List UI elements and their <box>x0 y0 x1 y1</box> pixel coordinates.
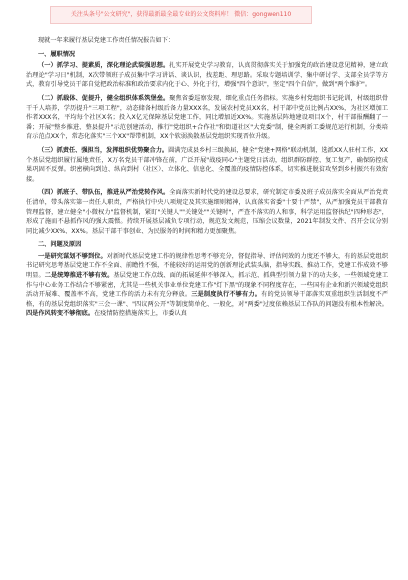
problem-2-body: 基层党建工作点线、面的拓展延伸不够深入，抓示范、抓典型引领力量下的功夫多，一些领域党建工作与中心业务工作结合不够紧密，尤其是一些机关事业单位党建工作"灯下黑"的现象不同程度存在，一些国有企业和新兴领域党组织活动开展难、覆盖率不高，党建工作的活力未有充分释放。 <box>26 272 389 299</box>
promo-banner[interactable]: 关注头条号"公文研究"，获得最新最全最专业的公文资料库！ 微信：gongwen110 <box>50 6 312 24</box>
item-2-title: （二）抓载体、促提升，健全组织体系筑堡垒。 <box>38 94 170 102</box>
intro-paragraph: 现就一年来履行基层党建工作责任情况报告如下： <box>38 37 175 44</box>
item-2-body: 聚焦省委巡察发现、细化重点任务指标。实施乡村党组织书记轮训，村级组织骨干千人培养，学历提升"三项工程"，动态储备村级后备力量XXX名，发展农村党员XX名，村干部中党员比例占XX%，为社区增加工作者XXX名，平均每个社区X名；投入X亿元保障基层党建工作，同比增加近XX%。实施基层阵地建设项目X个，村干部报酬翻了一番；开展"整乡推进、整县提升"示范创建活动，推行"党组织+合作社"和街道社区"大党委"制，健全两新工委规范运行机制，分类培育示范点XX个，常态化落实"三个XX"帮带机制，XX个软弱涣散基层党组织实现晋位升级。 <box>26 94 389 141</box>
section1-item-2 <box>26 94 388 142</box>
section1-item-1 <box>26 61 388 90</box>
item-1-body: 扎实开展党史学习教育，认真贯彻落实关于加强党的政治建设意见精神，建立政治理论"学习日"机制，X次带领班子成员集中学习讲话、谈认识，找差距、理思路。采取专题培训学、集中研讨学、支部全员学等方式，教育引导党员干部自觉把政治标准和政治要求内化于心、外化于行，增强"四个意识"，坚定"四个自信"，做到"两个维护"。 <box>26 62 389 89</box>
item-3-body: 圆满完成县乡村三级换届，健全"党建+网格"联动机制，选派XX人驻村工作，XX个基层党组织履行属地责任，X万名党员干部冲锋在前，广泛开展"战疫同心"主题党日活动，组织群防群控、复工复产，确保防控成果巩固不反弹。织密横向到边、纵向到村（社区）、立体化、信息化、全覆盖的疫情防控体系，切实推进脱贫攻坚到乡村振兴有效衔接。 <box>26 146 388 183</box>
item-1-title: （一）抓学习、提素质，深化理论武装强思想。 <box>38 62 170 70</box>
problem-4-body: 在疫情防控措施落实上，市委认真 <box>94 310 187 318</box>
problem-3-title: 三是制度执行不够有力。 <box>191 291 262 299</box>
section1-item-3 <box>26 146 388 184</box>
item-4-title: （四）抓班子、带队伍，推进从严治党转作风。 <box>38 189 170 197</box>
section2-paragraph <box>26 252 388 319</box>
section2-heading: 二、问题及原因 <box>38 241 82 249</box>
problem-4-title: 四是作风转变不够彻底。 <box>26 310 95 318</box>
section1-heading: 一、履职情况 <box>38 50 76 58</box>
problem-1-body: 对新时代基层党建工作的规律性思考不够充分，督促指导、评估问效的力度还不够大，有的基层党组织书记研究思考基层党建工作不全面、前瞻性不强，不能较好的运用党的创新理论武装头脑，指导实践、推动工作，党建工作成效不够明显。 <box>26 252 389 280</box>
problem-2-title: 二是统筹推进不够有效。 <box>44 272 114 280</box>
section1-item-4 <box>26 188 388 236</box>
item-3-title: （三）抓责任、强担当，发挥组织优势聚合力。 <box>38 146 169 154</box>
problem-3-body: 有的党员领导干部落实双重组织生活制度不严格，有的基层党组织落实"三会一课"、"四议两公开"等制度简单化、一般化，对"两委"过度依赖基层工作队的问题没有根本性解决。 <box>26 291 389 308</box>
item-4-body: 全面落实新时代党的建设总要求，研究制定市委及班子成员落实全面从严治党责任清单，带头落实第一责任人职责，严格执行中央八项规定及其实施细则精神，认真落实省委"十要十严禁"，从严加强党员干部教育管理监督，建立健全"小微权力"监督机制，紧盯"关键人""关键处""关键时"，严查不落实的人和事，科学运用监督执纪"四种形态"，形成了施而不悬抓作风的强大震慑。持续开展基层减负专项行动，规范发文规范，压缩会议数量，2021年制发文件、召开会议分别同比减少XX%、XX%。基层干部干事创业、为民服务的时间和精力更加聚焦。 <box>26 189 389 235</box>
document-page <box>26 30 388 319</box>
problem-1-title: 一是研究谋划不够到位。 <box>38 252 107 260</box>
